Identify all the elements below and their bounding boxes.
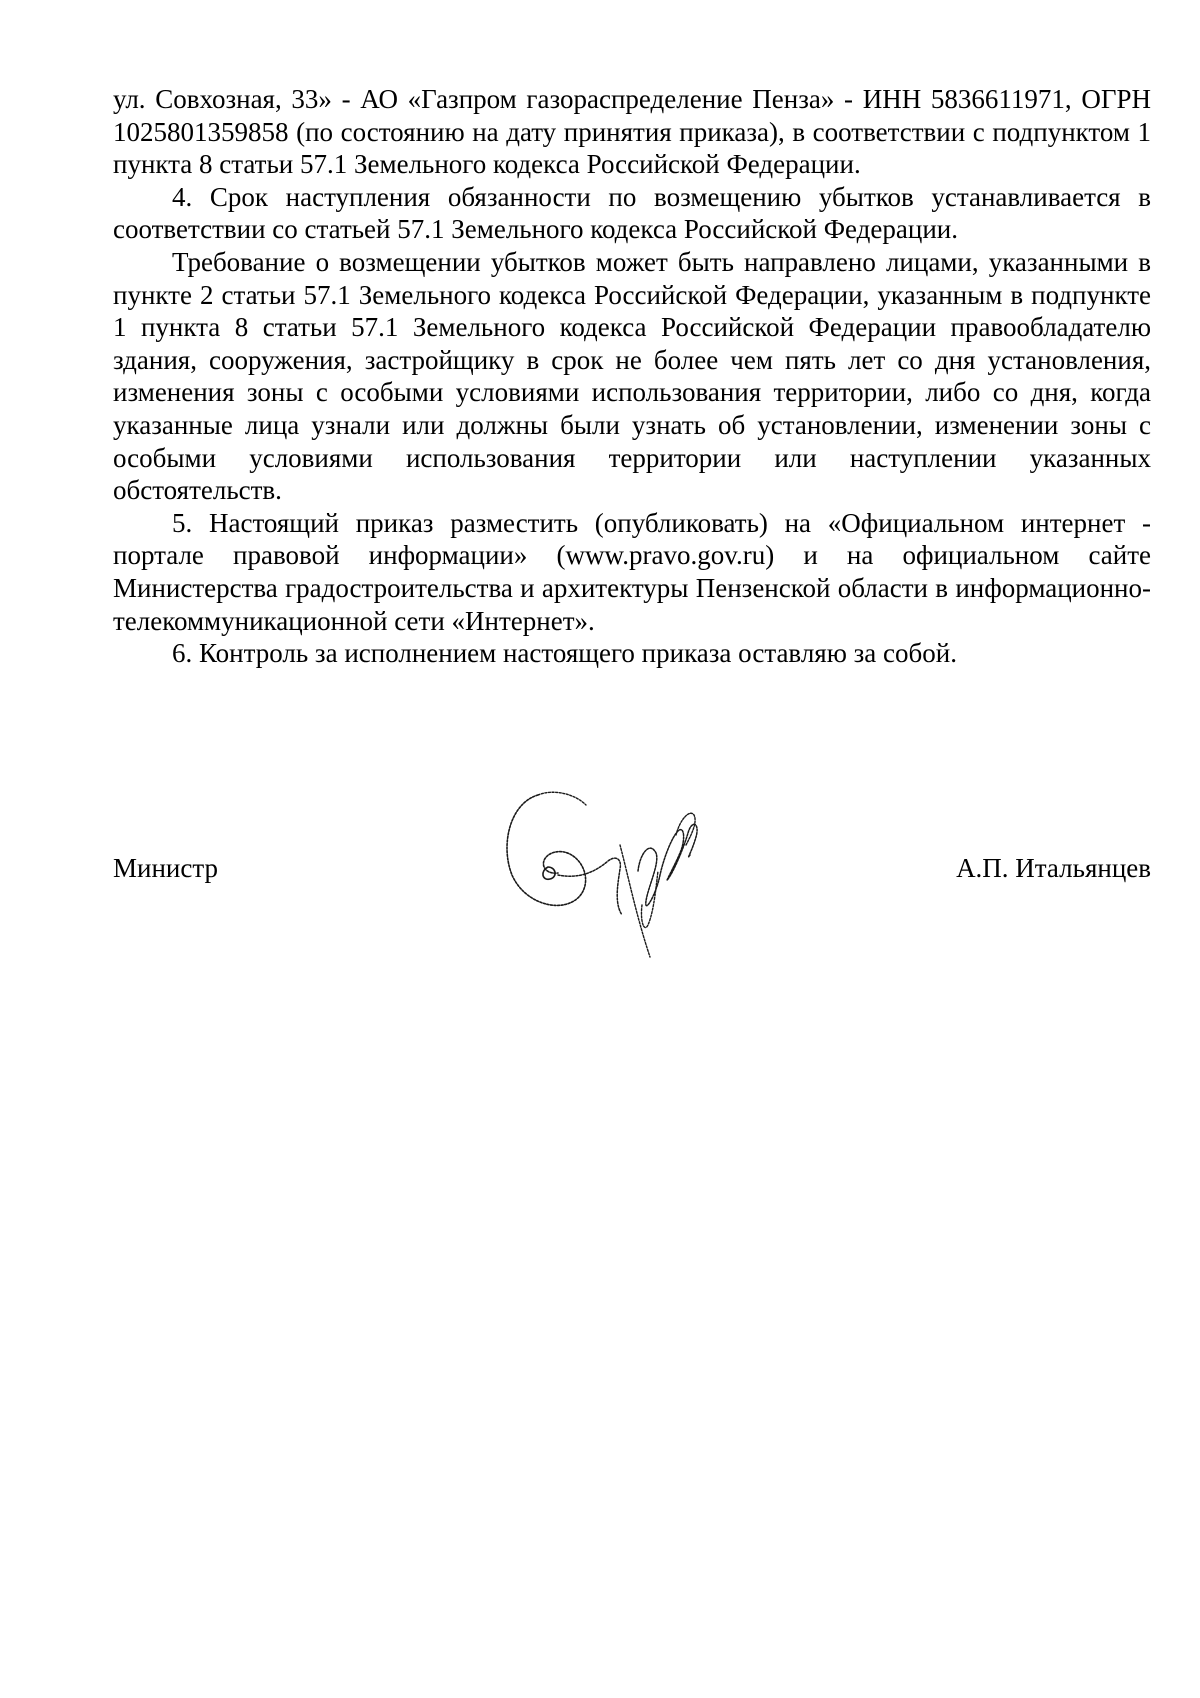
paragraph-item-4: 4. Срок наступления обязанности по возмещению убытков устанавливается в соответствии со статьей 57.1 Земельного кодекса Российской Федерации. [113, 181, 1151, 245]
handwritten-signature [490, 775, 770, 975]
signer-name: А.П. Итальянцев [956, 853, 1151, 883]
paragraph-item-6: 6. Контроль за исполнением настоящего приказа оставляю за собой. [172, 638, 957, 669]
paragraph-item-5: 5. Настоящий приказ разместить (опубликовать) на «Официальном интернет - портале правовой информации» (www.pravo.gov.ru) и на официальном сайте Министерства градостроительства и архитектуры Пензенской области в информационно-телекоммуникационной сети «Интернет». [113, 507, 1151, 636]
signer-position: Министр [113, 853, 218, 883]
document-body [113, 83, 1151, 670]
paragraph-damages-claim: Требование о возмещении убытков может быть направлено лицами, указанными в пункте 2 статьи 57.1 Земельного кодекса Российской Федерации, указанным в подпункте 1 пункта 8 статьи 57.1 Земельного кодекса Российской Федерации правообладателю здания, сооружения, застройщику в срок не более чем пять лет со дня установления, изменения зоны с особыми условиями использования территории, либо со дня, когда указанные лица узнали или должны были узнать об установлении, изменении зоны с особыми условиями использования территории или наступлении указанных обстоятельств. [113, 246, 1151, 506]
paragraph-continuation: ул. Совхозная, 33» - АО «Газпром газораспределение Пенза» - ИНН 5836611971, ОГРН 1025801359858 (по состоянию на дату принятия приказа), в соответствии с подпунктом 1 пункта 8 статьи 57.1 Земельного кодекса Российской Федерации. [113, 84, 1151, 180]
